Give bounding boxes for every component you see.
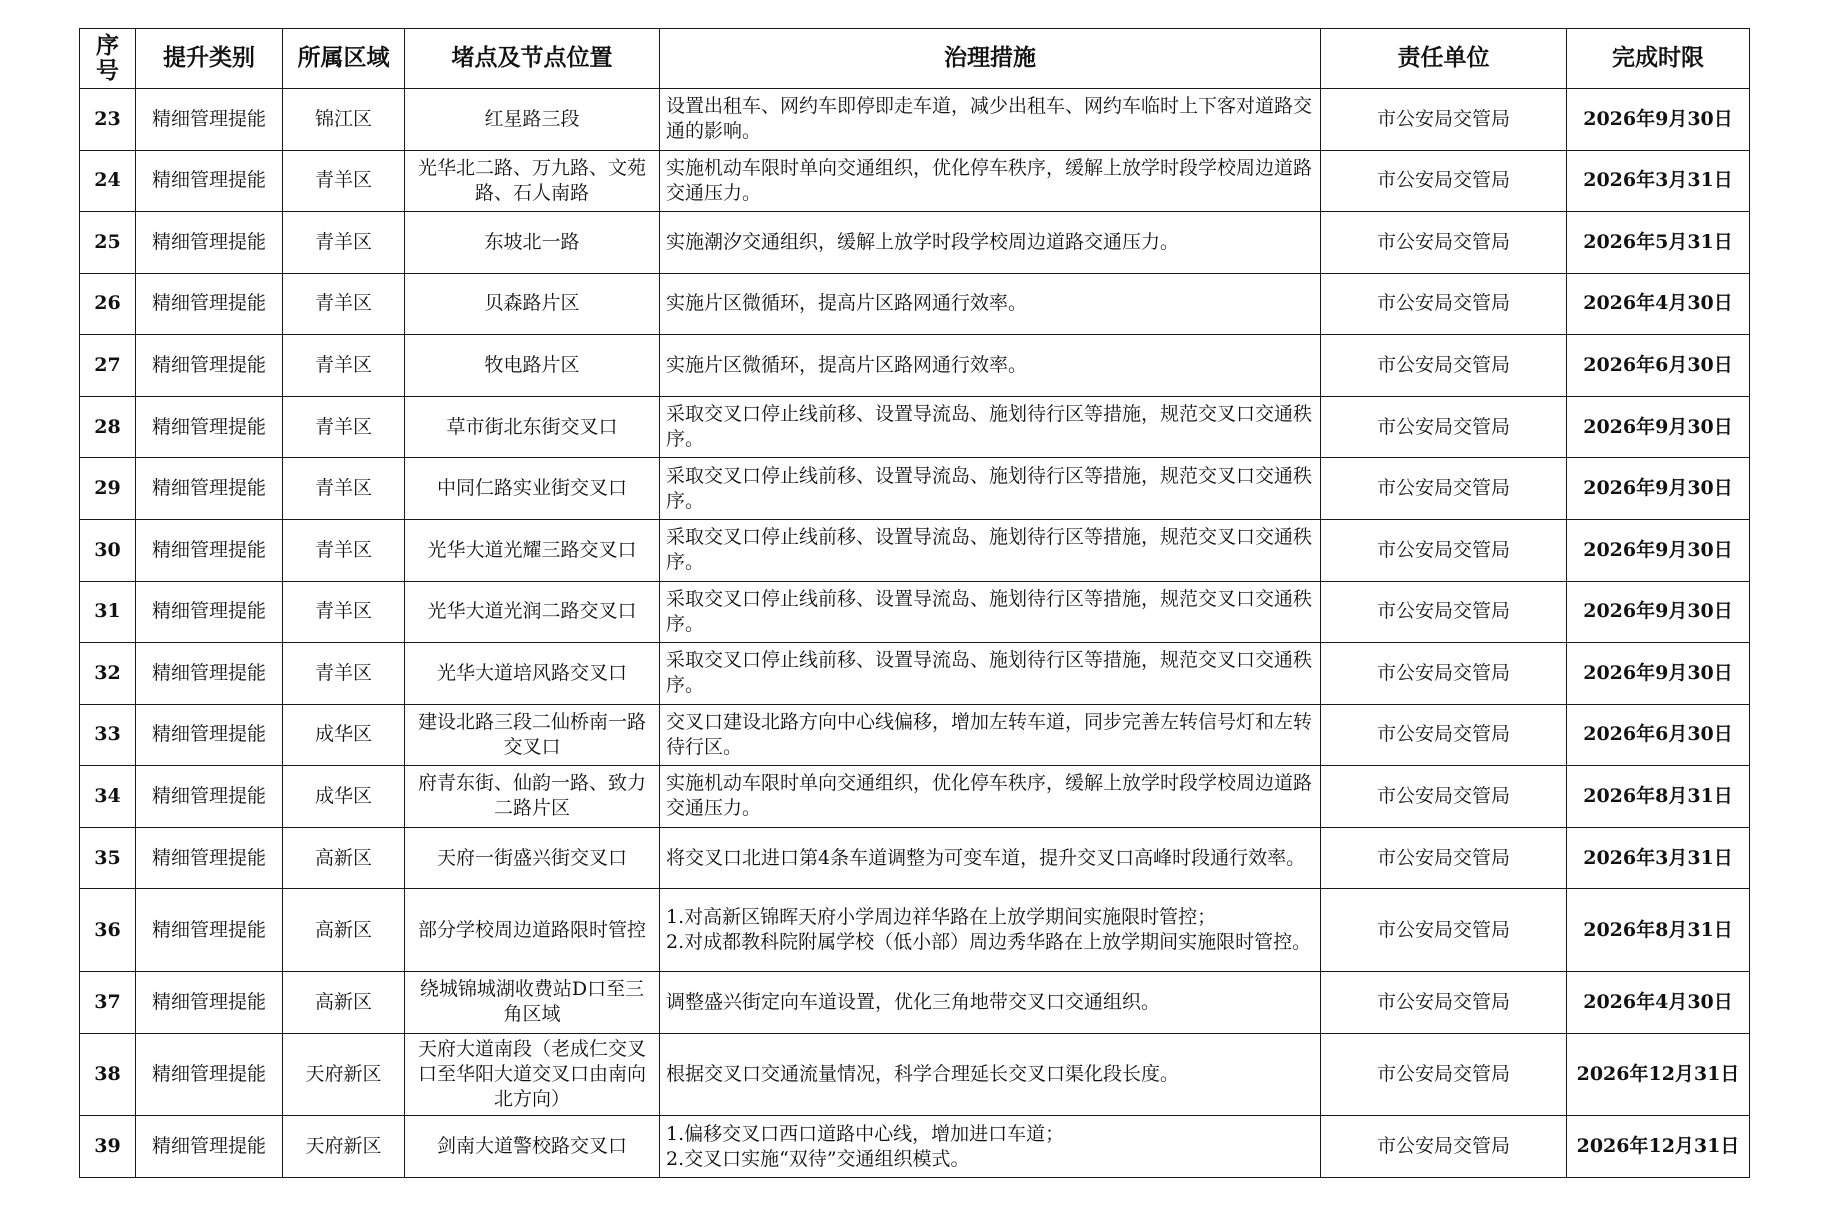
cell-measure <box>660 396 1321 458</box>
cell-location: 光华大道培风路交叉口 <box>405 643 660 705</box>
cell-no: 37 <box>80 972 136 1034</box>
header-category: 提升类别 <box>136 29 283 89</box>
measure-line: 采取交叉口停止线前移、设置导流岛、施划待行区等措施，规范交叉口交通秩序。 <box>666 526 1313 574</box>
cell-district: 锦江区 <box>283 89 405 151</box>
cell-district: 高新区 <box>283 827 405 889</box>
cell-location: 剑南大道警校路交叉口 <box>405 1116 660 1178</box>
cell-district: 青羊区 <box>283 212 405 274</box>
cell-unit: 市公安局交管局 <box>1321 273 1567 335</box>
cell-no: 30 <box>80 519 136 581</box>
cell-location: 红星路三段 <box>405 89 660 151</box>
cell-category: 精细管理提能 <box>136 581 283 643</box>
table-row <box>80 212 1750 274</box>
cell-category: 精细管理提能 <box>136 1033 283 1116</box>
cell-location: 绕城锦城湖收费站D口至三角区域 <box>405 972 660 1034</box>
table-row <box>80 766 1750 828</box>
measure-line: 实施潮汐交通组织，缓解上放学时段学校周边道路交通压力。 <box>666 230 1180 253</box>
cell-deadline: 2026年9月30日 <box>1567 643 1750 705</box>
cell-unit: 市公安局交管局 <box>1321 458 1567 520</box>
table-row <box>80 889 1750 972</box>
cell-no: 23 <box>80 89 136 151</box>
cell-category: 精细管理提能 <box>136 396 283 458</box>
cell-deadline: 2026年3月31日 <box>1567 150 1750 212</box>
cell-measure <box>660 581 1321 643</box>
cell-location: 光华大道光耀三路交叉口 <box>405 519 660 581</box>
cell-unit: 市公安局交管局 <box>1321 212 1567 274</box>
cell-measure <box>660 273 1321 335</box>
header-location: 堵点及节点位置 <box>405 29 660 89</box>
measure-line: 根据交叉口交通流量情况，科学合理延长交叉口渠化段长度。 <box>666 1063 1180 1085</box>
cell-measure <box>660 335 1321 397</box>
cell-unit: 市公安局交管局 <box>1321 150 1567 212</box>
header-measure: 治理措施 <box>660 29 1321 89</box>
header-unit: 责任单位 <box>1321 29 1567 89</box>
cell-category: 精细管理提能 <box>136 827 283 889</box>
cell-category: 精细管理提能 <box>136 519 283 581</box>
cell-district: 青羊区 <box>283 643 405 705</box>
measure-line: 采取交叉口停止线前移、设置导流岛、施划待行区等措施，规范交叉口交通秩序。 <box>666 464 1313 512</box>
cell-district: 青羊区 <box>283 396 405 458</box>
cell-unit: 市公安局交管局 <box>1321 827 1567 889</box>
cell-deadline: 2026年9月30日 <box>1567 519 1750 581</box>
measure-line: 设置出租车、网约车即停即走车道，减少出租车、网约车临时上下客对道路交通的影响。 <box>666 95 1313 143</box>
cell-category: 精细管理提能 <box>136 212 283 274</box>
measure-line: 将交叉口北进口第4条车道调整为可变车道，提升交叉口高峰时段通行效率。 <box>666 846 1306 869</box>
cell-district: 青羊区 <box>283 519 405 581</box>
cell-measure <box>660 458 1321 520</box>
cell-no: 31 <box>80 581 136 643</box>
cell-category: 精细管理提能 <box>136 273 283 335</box>
measure-line: 实施机动车限时单向交通组织，优化停车秩序，缓解上放学时段学校周边道路交通压力。 <box>666 156 1313 204</box>
cell-deadline: 2026年8月31日 <box>1567 766 1750 828</box>
table-header-row <box>80 29 1750 89</box>
cell-unit: 市公安局交管局 <box>1321 581 1567 643</box>
table-row <box>80 1116 1750 1178</box>
measure-line: 采取交叉口停止线前移、设置导流岛、施划待行区等措施，规范交叉口交通秩序。 <box>666 403 1313 451</box>
header-district: 所属区域 <box>283 29 405 89</box>
cell-district: 青羊区 <box>283 458 405 520</box>
table-row <box>80 581 1750 643</box>
cell-unit: 市公安局交管局 <box>1321 643 1567 705</box>
measure-line: 交叉口建设北路方向中心线偏移，增加左转车道，同步完善左转信号灯和左转待行区。 <box>666 710 1313 758</box>
cell-no: 25 <box>80 212 136 274</box>
cell-location: 牧电路片区 <box>405 335 660 397</box>
cell-location: 草市街北东街交叉口 <box>405 396 660 458</box>
cell-deadline: 2026年12月31日 <box>1567 1033 1750 1116</box>
cell-location: 建设北路三段二仙桥南一路交叉口 <box>405 704 660 766</box>
cell-category: 精细管理提能 <box>136 458 283 520</box>
cell-category: 精细管理提能 <box>136 1116 283 1178</box>
cell-district: 成华区 <box>283 704 405 766</box>
cell-location: 贝森路片区 <box>405 273 660 335</box>
cell-no: 33 <box>80 704 136 766</box>
cell-location: 部分学校周边道路限时管控 <box>405 889 660 972</box>
cell-no: 32 <box>80 643 136 705</box>
cell-category: 精细管理提能 <box>136 335 283 397</box>
cell-deadline: 2026年6月30日 <box>1567 335 1750 397</box>
cell-deadline: 2026年9月30日 <box>1567 458 1750 520</box>
measure-line: 采取交叉口停止线前移、设置导流岛、施划待行区等措施，规范交叉口交通秩序。 <box>666 587 1313 635</box>
measure-line: 2.对成都教科院附属学校（低小部）周边秀华路在上放学期间实施限时管控。 <box>666 931 1312 954</box>
measure-line: 实施机动车限时单向交通组织，优化停车秩序，缓解上放学时段学校周边道路交通压力。 <box>666 772 1313 820</box>
cell-deadline: 2026年6月30日 <box>1567 704 1750 766</box>
cell-unit: 市公安局交管局 <box>1321 766 1567 828</box>
table-row <box>80 273 1750 335</box>
measure-line: 实施片区微循环，提高片区路网通行效率。 <box>666 354 1028 377</box>
cell-district: 天府新区 <box>283 1116 405 1178</box>
cell-unit: 市公安局交管局 <box>1321 1116 1567 1178</box>
cell-no: 28 <box>80 396 136 458</box>
table-row <box>80 335 1750 397</box>
cell-no: 38 <box>80 1033 136 1116</box>
cell-district: 青羊区 <box>283 581 405 643</box>
measure-line: 实施片区微循环，提高片区路网通行效率。 <box>666 292 1028 315</box>
cell-district: 青羊区 <box>283 150 405 212</box>
cell-category: 精细管理提能 <box>136 972 283 1034</box>
cell-deadline: 2026年8月31日 <box>1567 889 1750 972</box>
cell-location: 府青东街、仙韵一路、致力二路片区 <box>405 766 660 828</box>
cell-district: 青羊区 <box>283 273 405 335</box>
header-deadline: 完成时限 <box>1567 29 1750 89</box>
measure-line: 调整盛兴街定向车道设置，优化三角地带交叉口交通组织。 <box>666 990 1161 1013</box>
table-row <box>80 972 1750 1034</box>
cell-deadline: 2026年9月30日 <box>1567 581 1750 643</box>
table-row <box>80 704 1750 766</box>
measure-line: 1.对高新区锦晖天府小学周边祥华路在上放学期间实施限时管控； <box>666 906 1217 929</box>
cell-no: 34 <box>80 766 136 828</box>
cell-no: 27 <box>80 335 136 397</box>
cell-measure <box>660 89 1321 151</box>
table-row <box>80 827 1750 889</box>
cell-no: 29 <box>80 458 136 520</box>
cell-category: 精细管理提能 <box>136 889 283 972</box>
table-row <box>80 519 1750 581</box>
cell-location: 天府大道南段（老成仁交叉口至华阳大道交叉口由南向北方向） <box>405 1033 660 1116</box>
table-row <box>80 458 1750 520</box>
cell-measure <box>660 150 1321 212</box>
cell-location: 中同仁路实业街交叉口 <box>405 458 660 520</box>
cell-unit: 市公安局交管局 <box>1321 396 1567 458</box>
cell-no: 24 <box>80 150 136 212</box>
cell-location: 天府一街盛兴街交叉口 <box>405 827 660 889</box>
cell-no: 39 <box>80 1116 136 1178</box>
cell-no: 35 <box>80 827 136 889</box>
cell-no: 36 <box>80 889 136 972</box>
cell-category: 精细管理提能 <box>136 704 283 766</box>
table-row <box>80 396 1750 458</box>
cell-unit: 市公安局交管局 <box>1321 972 1567 1034</box>
cell-category: 精细管理提能 <box>136 89 283 151</box>
cell-deadline: 2026年4月30日 <box>1567 972 1750 1034</box>
cell-category: 精细管理提能 <box>136 150 283 212</box>
cell-unit: 市公安局交管局 <box>1321 704 1567 766</box>
cell-unit: 市公安局交管局 <box>1321 1033 1567 1116</box>
cell-measure <box>660 827 1321 889</box>
cell-measure <box>660 1116 1321 1178</box>
cell-unit: 市公安局交管局 <box>1321 89 1567 151</box>
cell-district: 高新区 <box>283 972 405 1034</box>
measure-line: 2.交叉口实施“双待”交通组织模式。 <box>666 1147 970 1170</box>
cell-category: 精细管理提能 <box>136 643 283 705</box>
cell-district: 青羊区 <box>283 335 405 397</box>
table-body <box>80 89 1750 1178</box>
cell-location: 光华大道光润二路交叉口 <box>405 581 660 643</box>
cell-deadline: 2026年12月31日 <box>1567 1116 1750 1178</box>
cell-unit: 市公安局交管局 <box>1321 335 1567 397</box>
cell-deadline: 2026年9月30日 <box>1567 89 1750 151</box>
measure-line: 采取交叉口停止线前移、设置导流岛、施划待行区等措施，规范交叉口交通秩序。 <box>666 649 1313 697</box>
cell-unit: 市公安局交管局 <box>1321 889 1567 972</box>
cell-no: 26 <box>80 273 136 335</box>
table-row <box>80 89 1750 151</box>
cell-measure <box>660 212 1321 274</box>
cell-deadline: 2026年3月31日 <box>1567 827 1750 889</box>
header-no: 序号 <box>80 29 136 89</box>
cell-category: 精细管理提能 <box>136 766 283 828</box>
cell-location: 光华北二路、万九路、文苑路、石人南路 <box>405 150 660 212</box>
cell-measure <box>660 889 1321 972</box>
cell-district: 高新区 <box>283 889 405 972</box>
table-row <box>80 150 1750 212</box>
governance-table <box>79 28 1750 1178</box>
cell-deadline: 2026年5月31日 <box>1567 212 1750 274</box>
cell-location: 东坡北一路 <box>405 212 660 274</box>
cell-deadline: 2026年9月30日 <box>1567 396 1750 458</box>
cell-measure <box>660 643 1321 705</box>
cell-district: 天府新区 <box>283 1033 405 1116</box>
table-row <box>80 643 1750 705</box>
table-row <box>80 1033 1750 1116</box>
cell-measure <box>660 704 1321 766</box>
cell-deadline: 2026年4月30日 <box>1567 273 1750 335</box>
cell-measure <box>660 519 1321 581</box>
cell-district: 成华区 <box>283 766 405 828</box>
cell-unit: 市公安局交管局 <box>1321 519 1567 581</box>
measure-line: 1.偏移交叉口西口道路中心线，增加进口车道； <box>666 1122 1065 1145</box>
cell-measure <box>660 1033 1321 1116</box>
cell-measure <box>660 766 1321 828</box>
cell-measure <box>660 972 1321 1034</box>
